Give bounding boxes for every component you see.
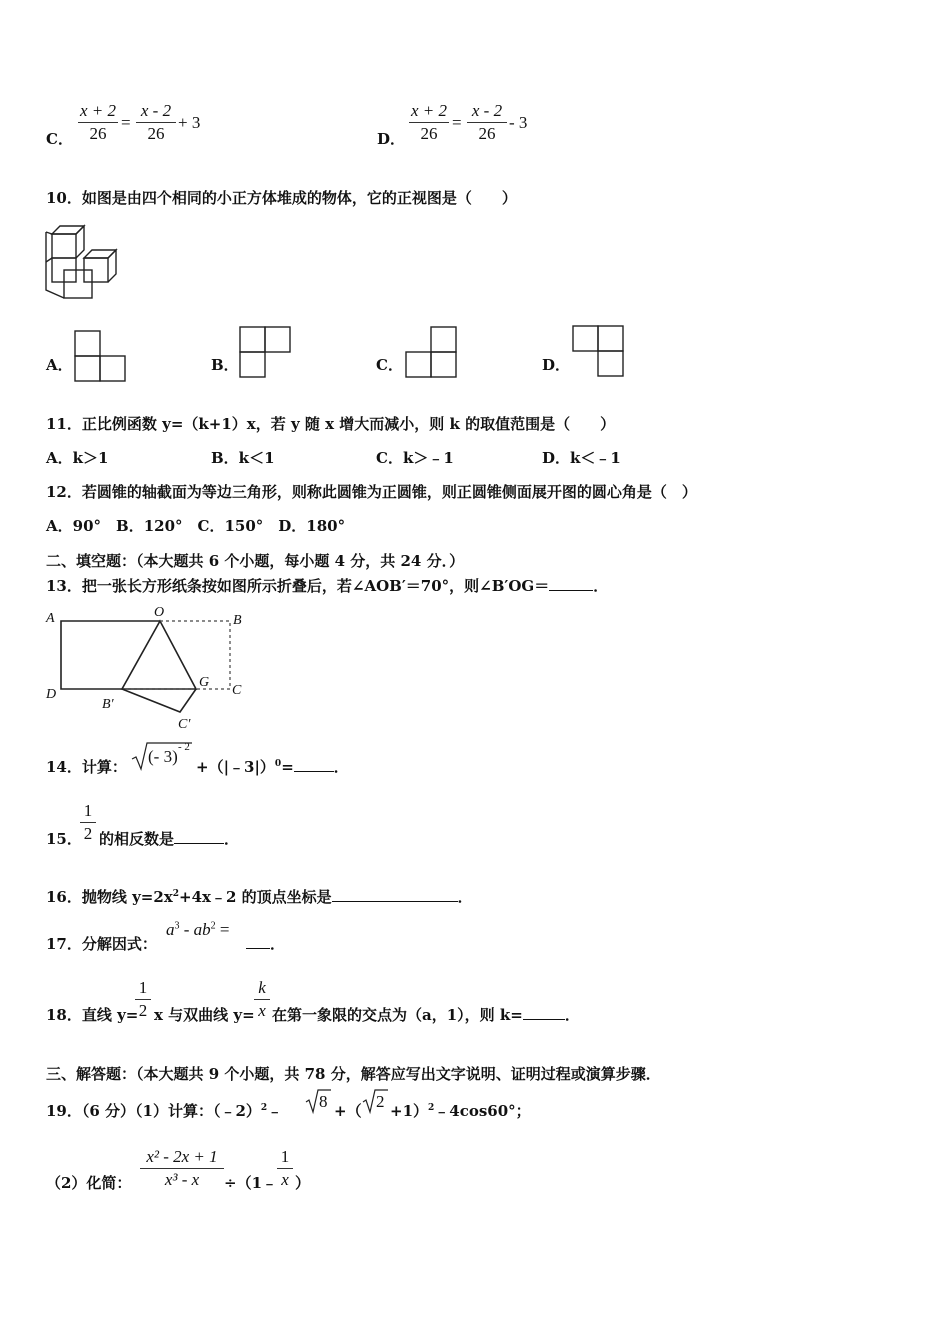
section-3-heading: 三、解答题：（本大题共 9 个小题，共 78 分，解答应写出文字说明、证明过程或演算步骤． — [46, 1065, 661, 1083]
answer-blank[interactable] — [332, 887, 458, 902]
answer-blank[interactable] — [174, 829, 224, 844]
question-12-text: 12．若圆锥的轴截面为等边三角形，则称此圆锥为正圆锥，则正圆锥侧面展开图的圆心角是（ ） — [46, 483, 697, 501]
option-a-figure[interactable] — [74, 330, 126, 382]
question-19-tail: +1）$^2$﹣4cos60°； — [390, 1102, 531, 1120]
question-17-answer: ． — [246, 933, 285, 954]
equals: = — [452, 113, 462, 132]
expression-tail: + 3 — [178, 113, 201, 132]
label-d: D — [46, 687, 57, 702]
fraction-rational-expression: x² - 2x + 1 x³ - x — [140, 1147, 224, 1190]
answer-blank[interactable] — [246, 934, 270, 949]
question-12-options[interactable]: A．90° B．120° C．150° D．180° — [46, 517, 346, 535]
close-paren: ） — [295, 1174, 311, 1192]
question-19-part2-label: （2）化简： — [46, 1174, 132, 1192]
question-19-part1: 19．（6 分）（1）计算：（﹣2）$^2$﹣ — [46, 1102, 283, 1120]
option-b[interactable]: B．k＜1 — [211, 449, 275, 467]
label-c: C — [232, 683, 242, 698]
option-b-label[interactable]: B． — [211, 356, 239, 374]
option-c-figure[interactable] — [405, 326, 457, 378]
label-o: O — [154, 605, 165, 620]
label-g: G — [199, 675, 210, 690]
answer-blank[interactable] — [294, 757, 334, 772]
section-2-heading: 二、填空题：（本大题共 6 个小题，每小题 4 分，共 24 分．） — [46, 552, 465, 570]
question-17-prefix: 17．分解因式： — [46, 935, 157, 953]
equals: = — [121, 113, 131, 132]
label-b-prime: B′ — [102, 697, 114, 712]
option-b-figure[interactable] — [239, 326, 291, 378]
fraction-k-over-x: k x — [254, 978, 270, 1021]
fraction: x - 2 26 — [467, 101, 507, 144]
division-sign: ÷（1﹣ — [224, 1174, 278, 1192]
expression-tail: - 3 — [509, 113, 528, 132]
question-18-prefix: 18．直线 y= — [46, 1006, 139, 1024]
option-a-label[interactable]: A． — [46, 356, 73, 374]
question-16-text: 16．抛物线 $y=2x^2+4x﹣2$ 的顶点坐标是 ． — [46, 888, 473, 906]
question-15-text: 的相反数是 ． — [99, 830, 240, 848]
label-c-prime: C′ — [178, 717, 191, 732]
label-a: A — [46, 611, 55, 626]
fraction-one-over-x: 1 x — [277, 1147, 293, 1190]
option-d-label[interactable]: D． — [542, 356, 571, 374]
question-11-text: 11．正比例函数 y=（k+1）x，若 y 随 x 增大而减小，则 k 的取值范围是（ ） — [46, 415, 616, 433]
option-c-label[interactable]: C． — [46, 130, 73, 148]
option-d-label[interactable]: D． — [377, 130, 406, 148]
question-15-prefix: 15． — [46, 830, 82, 848]
question-18-mid: x 与双曲线 y= — [154, 1006, 255, 1024]
option-d-figure[interactable] — [572, 325, 624, 377]
cube-stack-figure — [44, 224, 118, 304]
option-c[interactable]: C．k＞﹣1 — [376, 449, 454, 467]
folded-strip-figure — [44, 602, 254, 732]
label-b: B — [233, 613, 242, 628]
answer-blank[interactable] — [549, 576, 593, 591]
radicand: (- 3) — [148, 747, 178, 766]
answer-blank[interactable] — [523, 1005, 565, 1020]
question-14-prefix: 14．计算： — [46, 758, 127, 776]
question-13-text: 13．把一张长方形纸条按如图所示折叠后，若∠AOB′＝70°，则∠B′OG＝ ． — [46, 577, 609, 595]
question-10-text: 10．如图是由四个相同的小正方体堆成的物体，它的正视图是（ ） — [46, 189, 517, 207]
fraction: x + 2 26 — [410, 101, 448, 143]
question-18-text: 在第一象限的交点为（a，1），则 k= ． — [272, 1006, 580, 1024]
option-c-label[interactable]: C． — [376, 356, 403, 374]
fraction: x + 2 26 — [79, 101, 117, 143]
radicand: 2 — [376, 1092, 385, 1111]
fraction-one-half: 1 2 — [80, 801, 96, 844]
expression: $a^3 - ab^2$ = — [166, 920, 230, 939]
option-a[interactable]: A．k＞1 — [46, 449, 109, 467]
fraction-one-half: 1 2 — [135, 978, 151, 1021]
exponent: - 2 — [178, 741, 190, 753]
question-19-plus: +（ — [334, 1102, 362, 1120]
option-d[interactable]: D．k＜﹣1 — [542, 449, 621, 467]
radicand: 8 — [319, 1092, 328, 1111]
fraction: x - 2 26 — [136, 101, 176, 144]
question-14-tail: +（|﹣3|）$^0$= ． — [196, 758, 349, 776]
